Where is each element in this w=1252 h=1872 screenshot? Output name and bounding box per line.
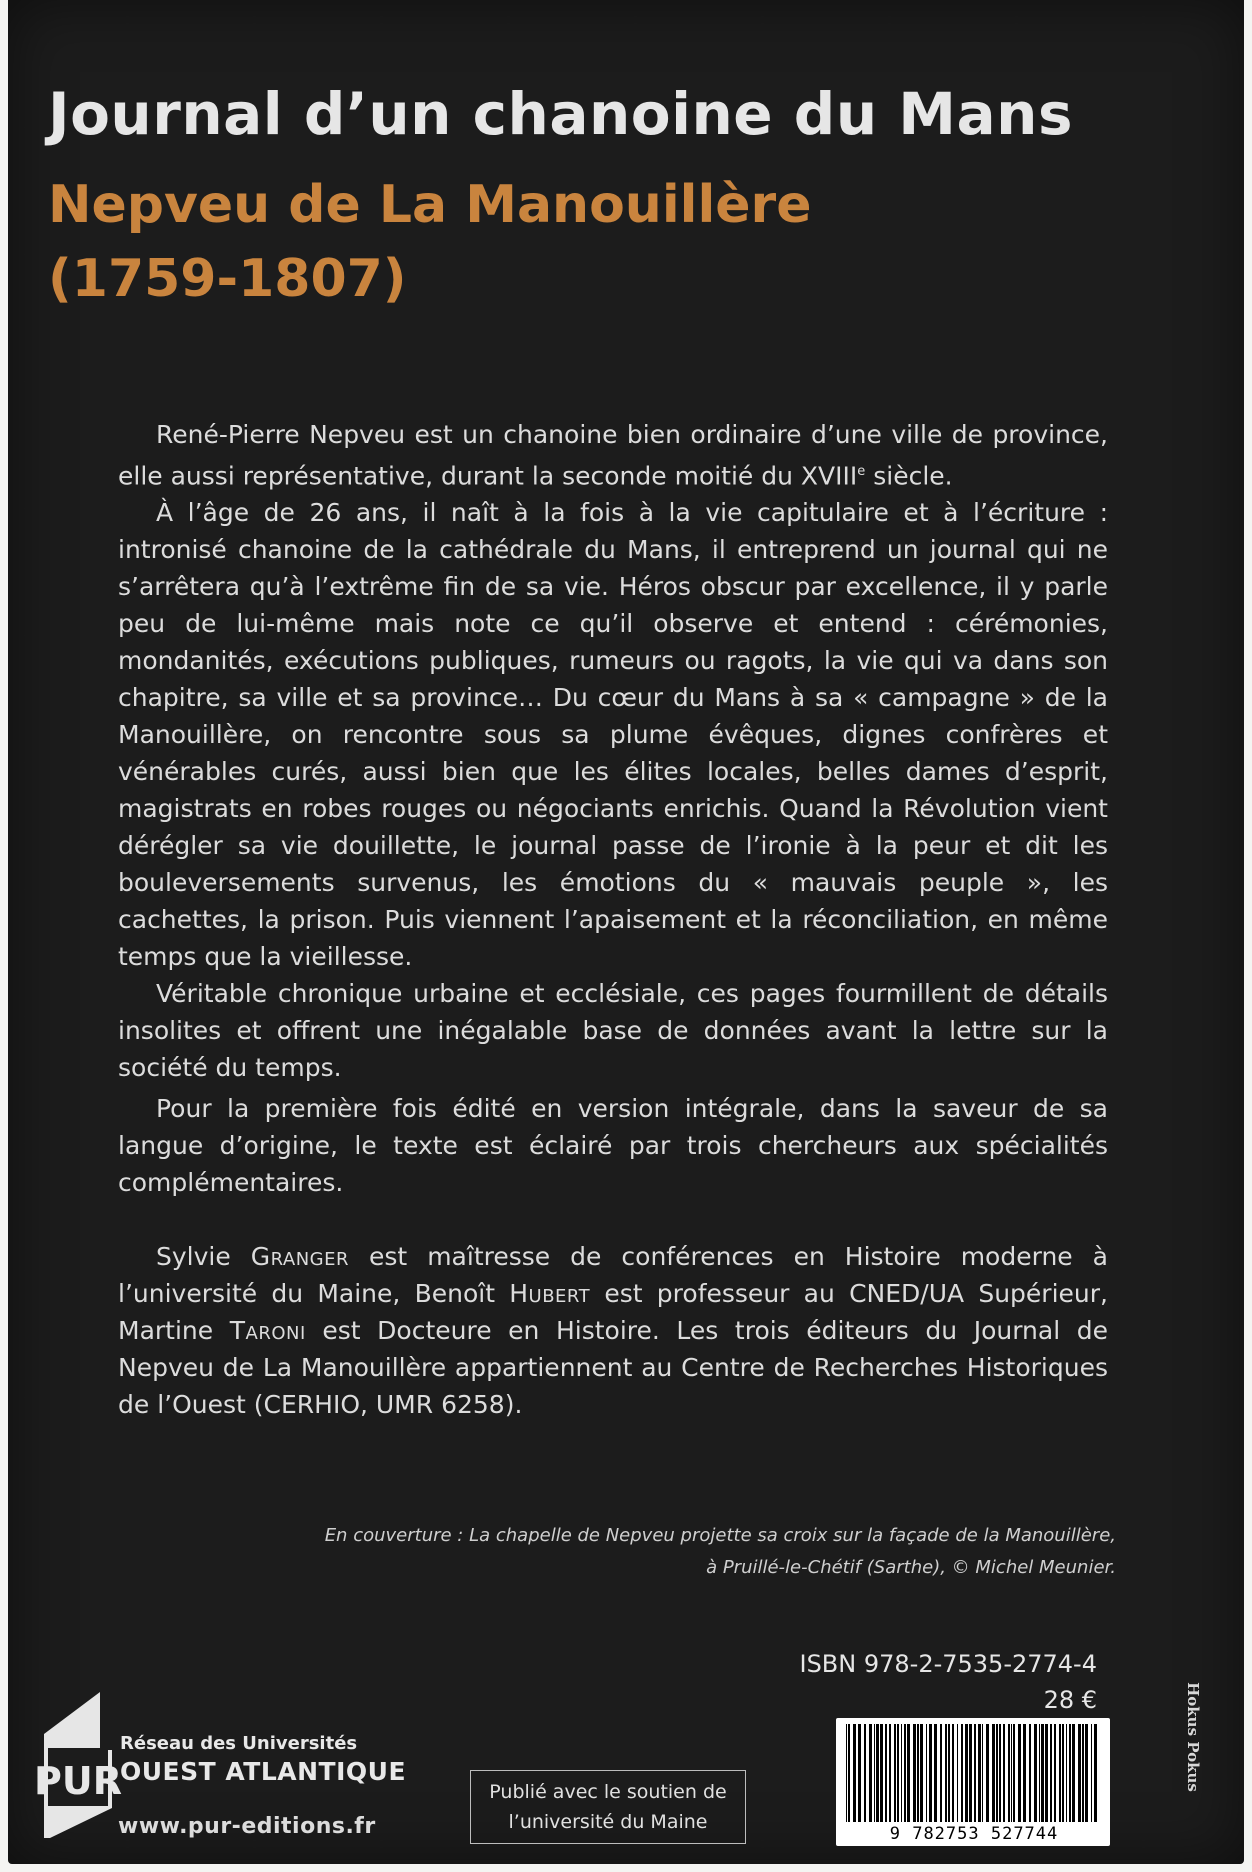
publisher-network: [120, 1730, 406, 1786]
authors-bio: [118, 1238, 1108, 1423]
book-subtitle: [48, 168, 811, 316]
barcode-bars-icon: [844, 1724, 1102, 1822]
subtitle-dates: (1759-1807): [48, 249, 407, 309]
summary-paragraph-1: René-Pierre Nepveu est un chanoine bien ordinaire d’une ville de province, elle aussi représentative, durant la seconde moitié du XVIIIe siècle.: [118, 420, 1108, 491]
author-name: Hubert: [509, 1279, 591, 1308]
isbn-number: ISBN 978-2-7535-2774-4: [799, 1650, 1097, 1678]
isbn-block: [799, 1646, 1097, 1718]
book-back-cover: [8, 0, 1244, 1864]
support-line-1: Publié avec le soutien de: [489, 1781, 727, 1803]
support-line-2: l’université du Maine: [508, 1811, 708, 1833]
network-line-2: OUEST ATLANTIQUE: [120, 1757, 407, 1786]
barcode-digits: 9 782753 527744: [844, 1824, 1104, 1844]
price: 28 €: [1043, 1686, 1097, 1714]
publisher-website: www.pur-editions.fr: [118, 1814, 376, 1839]
edition-note: [118, 1090, 1108, 1201]
author-name: Taroni: [229, 1316, 306, 1345]
book-title: Journal d’un chanoine du Mans: [48, 80, 1073, 148]
support-box: [470, 1770, 746, 1844]
spine-brand-text: Hokus Pokus: [1184, 1682, 1202, 1792]
authors-paragraph: Sylvie Granger est maîtresse de conférences en Histoire moderne à l’université du Maine, Benoît Hubert est professeur au CNED/UA Supérieur, Martine Taroni est Docteure en Histoire. Les trois éditeurs du Journal de Nepveu de La Manouillère appartiennent au Centre de Recherches Historiques de l’Ouest (CERHIO, UMR 6258).: [118, 1242, 1108, 1419]
barcode: [836, 1718, 1110, 1846]
pur-logo-icon: [34, 1690, 122, 1840]
summary-text: [118, 416, 1108, 1086]
spine-brand-mark: [1168, 1658, 1216, 1848]
network-line-1: Réseau des Universités: [120, 1733, 358, 1754]
summary-paragraph-3: Véritable chronique urbaine et ecclésiale, ces pages fourmillent de détails insolites et offrent une inégalable base de données avant la lettre sur la société du temps.: [118, 979, 1108, 1083]
subtitle-author: Nepveu de La Manouillère: [48, 175, 812, 235]
summary-paragraph-2: À l’âge de 26 ans, il naît à la fois à la vie capitulaire et à l’écriture : intronisé chanoine de la cathédrale du Mans, il entreprend un journal qui ne s’arrêtera qu’à l’extrême fin de sa vie. Héros obscur par excellence, il y parle peu de lui-même mais note ce qu’il observe et entend : cérémonies, mondanités, exécutions publiques, rumeurs ou ragots, la vie qui va dans son chapitre, sa ville et sa province… Du cœur du Mans à sa « campagne » de la Manouillère, on rencontre sous sa plume évêques, dignes confrères et vénérables curés, aussi bien que les élites locales, belles dames d’esprit, magistrats en robes rouges ou négociants enrichis. Quand la Révolution vient dérégler sa vie douillette, le journal passe de l’ironie à la peur et dit les bouleversements survenus, les émotions du « mauvais peuple », les cachettes, la prison. Puis viennent l’apaisement et la réconciliation, en même temps que la vieillesse.: [118, 498, 1108, 972]
edition-note-paragraph: Pour la première fois édité en version intégrale, dans la saveur de sa langue d’origine, le texte est éclairé par trois chercheurs aux spécialités complémentaires.: [118, 1094, 1108, 1197]
cover-credit: En couverture : La chapelle de Nepveu projette sa croix sur la façade de la Manouillère, à Pruillé-le-Chétif (Sarthe), © Michel Meunier.: [324, 1525, 1116, 1578]
author-name: Granger: [250, 1242, 349, 1271]
pur-logo-text: PUR: [34, 1759, 122, 1803]
